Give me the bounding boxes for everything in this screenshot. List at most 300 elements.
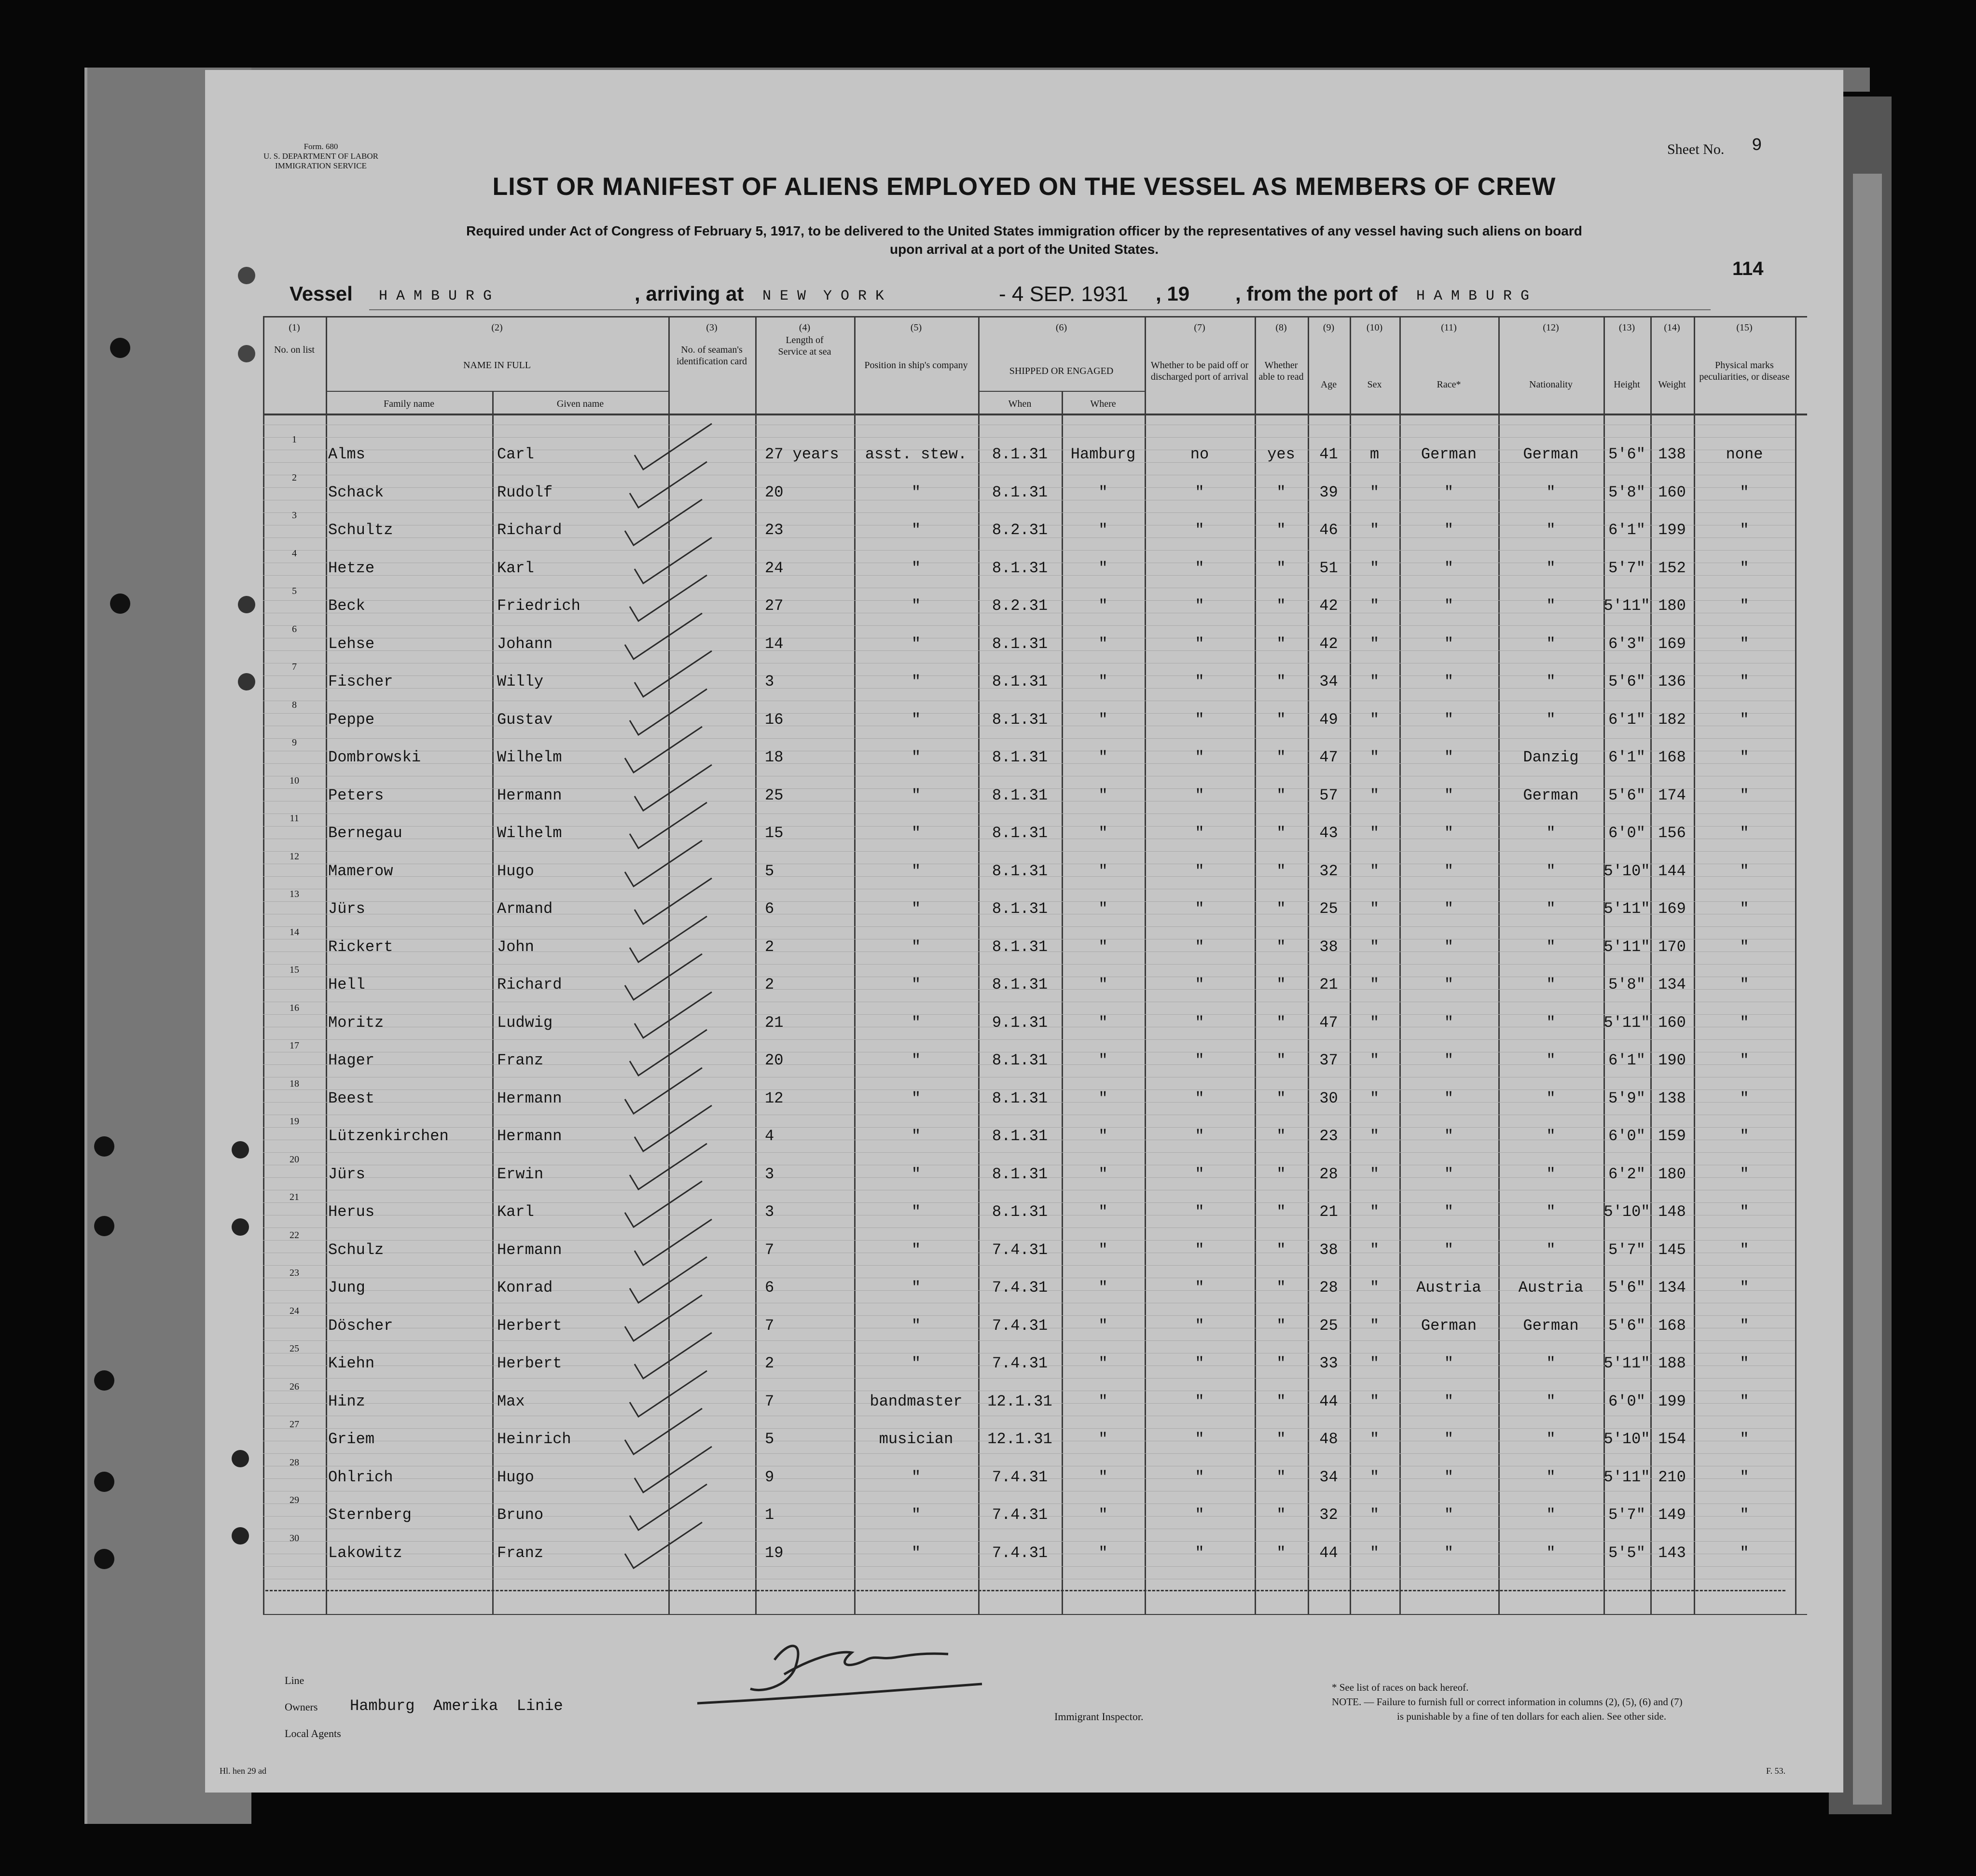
cell-family-name: Griem — [328, 1430, 375, 1448]
table-row — [205, 928, 1843, 966]
cell-nationality: " — [1546, 521, 1556, 539]
table-row — [205, 511, 1843, 549]
cell-shipped-when: 12.1.31 — [987, 1430, 1052, 1448]
cell-race: " — [1444, 521, 1454, 539]
cell-family-name: Hager — [328, 1051, 375, 1069]
cell-weight: 136 — [1658, 673, 1686, 690]
cell-nationality: " — [1546, 483, 1556, 501]
cell-able-to-read: " — [1276, 1203, 1286, 1221]
penalty-note: NOTE. — Failure to furnish full or correct information in columns (2), (5), (6) and (7) — [1332, 1696, 1683, 1708]
cell-nationality: " — [1546, 1506, 1556, 1524]
cell-given-name: Hugo — [497, 1468, 534, 1486]
manifest-title: LIST OR MANIFEST OF ALIENS EMPLOYED ON THE VESSEL AS MEMBERS OF CREW — [492, 173, 1556, 201]
cell-service-length: 18 — [765, 748, 784, 766]
cell-shipped-when: 8.1.31 — [992, 786, 1048, 804]
table-row — [205, 587, 1843, 625]
cell-position: " — [911, 673, 921, 690]
cell-height: 5'11" — [1603, 597, 1650, 615]
cell-given-name: Rudolf — [497, 483, 553, 501]
cell-weight: 190 — [1658, 1051, 1686, 1069]
cell-nationality: Austria — [1518, 1279, 1584, 1297]
cell-shipped-where: " — [1098, 1241, 1108, 1259]
cell-shipped-when: 8.1.31 — [992, 862, 1048, 880]
cell-list-number: 6 — [292, 623, 297, 635]
col-2b-header: Given name — [556, 399, 604, 409]
cell-shipped-when: 9.1.31 — [992, 1013, 1048, 1032]
cell-position: " — [911, 1506, 921, 1524]
cell-race: " — [1444, 1354, 1454, 1372]
col-3-header: No. of seaman's identification card — [676, 345, 747, 367]
col-3-number: (3) — [706, 322, 718, 333]
cell-paid-off: " — [1195, 559, 1204, 577]
cell-family-name: Dombrowski — [328, 748, 421, 766]
cell-position: " — [911, 1127, 921, 1145]
cell-age: 32 — [1319, 862, 1338, 880]
col-13-header: Height — [1614, 379, 1640, 390]
cell-age: 32 — [1319, 1506, 1338, 1524]
cell-service-length: 14 — [765, 635, 784, 653]
cell-age: 21 — [1319, 976, 1338, 993]
col-1-header: No. on list — [274, 345, 315, 355]
cell-sex: " — [1369, 1241, 1380, 1259]
cell-height: 6'0" — [1608, 1392, 1645, 1410]
cell-height: 6'1" — [1608, 710, 1645, 729]
cell-position: " — [911, 1468, 921, 1486]
cell-paid-off: " — [1195, 710, 1204, 729]
col-13-number: (13) — [1618, 322, 1635, 333]
arrival-date-stamp: - 4 SEP. 1931 — [999, 282, 1129, 306]
cell-nationality: " — [1546, 1392, 1556, 1410]
cell-height: 5'8" — [1608, 976, 1645, 993]
cell-list-number: 30 — [290, 1532, 299, 1544]
cell-height: 5'7" — [1608, 559, 1645, 577]
cell-sex: " — [1369, 1203, 1380, 1221]
col-11-number: (11) — [1441, 322, 1457, 333]
col-4-header: Length of Service at sea — [778, 335, 831, 357]
cell-paid-off: " — [1195, 1241, 1204, 1259]
cell-height: 5'6" — [1608, 1279, 1645, 1297]
cell-paid-off: " — [1195, 635, 1204, 653]
cell-shipped-when: 8.1.31 — [992, 900, 1048, 918]
cell-shipped-when: 8.1.31 — [992, 1051, 1048, 1069]
cell-list-number: 29 — [290, 1495, 299, 1505]
cell-shipped-where: " — [1098, 1203, 1108, 1221]
col-5-number: (5) — [910, 322, 922, 333]
cell-family-name: Herus — [328, 1203, 375, 1221]
cell-nationality: " — [1546, 1127, 1556, 1145]
cell-race: " — [1444, 559, 1454, 577]
table-row — [205, 966, 1843, 1004]
cell-race: " — [1444, 1089, 1454, 1107]
cell-physical-marks: " — [1740, 824, 1749, 842]
cell-shipped-where: " — [1098, 1051, 1108, 1069]
cell-service-length: 15 — [765, 824, 784, 842]
cell-weight: 152 — [1658, 559, 1686, 577]
cell-service-length: 3 — [765, 1165, 774, 1183]
cell-paid-off: " — [1195, 1354, 1204, 1372]
cell-paid-off: " — [1195, 673, 1204, 690]
cell-sex: " — [1369, 673, 1380, 690]
owners-value: Hamburg Amerika Linie — [350, 1697, 563, 1715]
cell-given-name: Armand — [497, 900, 553, 918]
cell-family-name: Lehse — [328, 635, 375, 653]
col-5-header: Position in ship's company — [864, 360, 968, 371]
cell-height: 6'1" — [1608, 748, 1645, 766]
cell-position: " — [911, 824, 921, 842]
cell-given-name: Franz — [497, 1544, 544, 1562]
cell-shipped-when: 7.4.31 — [992, 1316, 1048, 1335]
line-label: Line — [285, 1674, 304, 1686]
col-10-number: (10) — [1366, 322, 1383, 333]
cell-service-length: 12 — [765, 1089, 784, 1107]
cell-able-to-read: " — [1276, 900, 1286, 918]
cell-shipped-where: " — [1098, 1316, 1108, 1335]
cell-physical-marks: " — [1740, 1241, 1749, 1259]
cell-list-number: 14 — [290, 926, 299, 938]
cell-sex: " — [1369, 1544, 1380, 1562]
col-6-header: SHIPPED OR ENGAGED — [1009, 366, 1114, 376]
cell-age: 28 — [1319, 1279, 1338, 1297]
cell-able-to-read: " — [1276, 748, 1286, 766]
cell-given-name: Carl — [497, 445, 534, 463]
cell-list-number: 7 — [292, 662, 297, 672]
cell-able-to-read: " — [1276, 976, 1286, 993]
cell-family-name: Hetze — [328, 559, 375, 577]
table-row — [205, 550, 1843, 587]
cell-family-name: Bernegau — [328, 824, 402, 842]
owners-label: Owners — [285, 1701, 318, 1713]
local-agents-label: Local Agents — [285, 1727, 341, 1739]
races-note: * See list of races on back hereof. — [1332, 1682, 1469, 1693]
cell-paid-off: " — [1195, 1506, 1204, 1524]
cell-nationality: " — [1546, 1203, 1556, 1221]
cell-paid-off: " — [1195, 1089, 1204, 1107]
punch-hole — [110, 338, 130, 358]
year-label: , 19 — [1156, 282, 1190, 305]
cell-sex: " — [1369, 748, 1380, 766]
cell-physical-marks: " — [1740, 1468, 1749, 1486]
cell-able-to-read: " — [1276, 1127, 1286, 1145]
cell-age: 44 — [1319, 1544, 1338, 1562]
cell-shipped-where: " — [1098, 748, 1108, 766]
punch-hole — [94, 1370, 114, 1391]
table-row — [205, 1269, 1843, 1307]
cell-physical-marks: " — [1740, 1316, 1749, 1335]
cell-given-name: Wilhelm — [497, 824, 562, 842]
cell-shipped-where: " — [1098, 673, 1108, 690]
cell-given-name: Friedrich — [497, 597, 580, 615]
cell-shipped-when: 8.1.31 — [992, 824, 1048, 842]
cell-weight: 169 — [1658, 900, 1686, 918]
cell-height: 5'6" — [1608, 786, 1645, 804]
cell-paid-off: " — [1195, 900, 1204, 918]
cell-height: 5'11" — [1603, 1013, 1650, 1032]
cell-nationality: German — [1523, 445, 1579, 463]
cell-service-length: 16 — [765, 710, 784, 729]
cell-shipped-when: 7.4.31 — [992, 1279, 1048, 1297]
cell-age: 25 — [1319, 1316, 1338, 1335]
cell-age: 47 — [1319, 748, 1338, 766]
page-hole — [238, 267, 255, 284]
cell-age: 38 — [1319, 938, 1338, 956]
cell-shipped-when: 8.1.31 — [992, 483, 1048, 501]
cell-shipped-when: 8.2.31 — [992, 597, 1048, 615]
cell-service-length: 3 — [765, 673, 774, 690]
col-14-header: Weight — [1658, 379, 1686, 390]
cell-shipped-where: " — [1098, 938, 1108, 956]
punch-hole — [94, 1216, 114, 1236]
vessel-name: H A M B U R G — [379, 288, 492, 304]
cell-sex: " — [1369, 900, 1380, 918]
cell-age: 51 — [1319, 559, 1338, 577]
cell-race: " — [1444, 1506, 1454, 1524]
cell-list-number: 1 — [292, 434, 297, 445]
table-row — [205, 1080, 1843, 1117]
cell-race: " — [1444, 976, 1454, 993]
cell-position: " — [911, 635, 921, 653]
cell-given-name: Herbert — [497, 1354, 562, 1372]
cell-physical-marks: " — [1740, 521, 1749, 539]
table-row — [205, 1345, 1843, 1382]
table-row — [205, 625, 1843, 663]
end-of-list-line — [265, 1590, 1785, 1591]
table-row — [205, 814, 1843, 852]
cell-age: 37 — [1319, 1051, 1338, 1069]
cell-shipped-where: " — [1098, 635, 1108, 653]
cell-given-name: Heinrich — [497, 1430, 571, 1448]
cell-shipped-when: 7.4.31 — [992, 1544, 1048, 1562]
cell-given-name: Richard — [497, 521, 562, 539]
cell-shipped-where: " — [1098, 710, 1108, 729]
cell-position: " — [911, 559, 921, 577]
col-9-number: (9) — [1323, 322, 1335, 333]
cell-height: 5'11" — [1603, 900, 1650, 918]
cell-sex: " — [1369, 1127, 1380, 1145]
cell-nationality: " — [1546, 900, 1556, 918]
cell-nationality: " — [1546, 673, 1556, 690]
cell-nationality: " — [1546, 1430, 1556, 1448]
cell-age: 30 — [1319, 1089, 1338, 1107]
cell-able-to-read: " — [1276, 1430, 1286, 1448]
cell-physical-marks: " — [1740, 1165, 1749, 1183]
cell-age: 41 — [1319, 445, 1338, 463]
cell-family-name: Beck — [328, 597, 365, 615]
cell-race: " — [1444, 1203, 1454, 1221]
table-row — [205, 1042, 1843, 1079]
cell-able-to-read: " — [1276, 1506, 1286, 1524]
cell-nationality: " — [1546, 1241, 1556, 1259]
cell-shipped-when: 8.1.31 — [992, 938, 1048, 956]
arriving-label: , arriving at — [635, 282, 744, 305]
col-4-number: (4) — [799, 322, 811, 333]
cell-given-name: Herbert — [497, 1316, 562, 1335]
cell-physical-marks: " — [1740, 1127, 1749, 1145]
cell-given-name: Karl — [497, 559, 534, 577]
table-row — [205, 777, 1843, 814]
cell-weight: 199 — [1658, 1392, 1686, 1410]
cell-family-name: Schultz — [328, 521, 393, 539]
punch-hole — [110, 593, 130, 614]
table-row — [205, 474, 1843, 511]
cell-shipped-where: " — [1098, 1279, 1108, 1297]
cell-able-to-read: " — [1276, 862, 1286, 880]
cell-position: asst. stew. — [865, 445, 967, 463]
cell-list-number: 10 — [290, 775, 299, 786]
cell-nationality: " — [1546, 824, 1556, 842]
cell-list-number: 26 — [290, 1381, 299, 1392]
col-11-header: Race* — [1437, 379, 1461, 390]
cell-able-to-read: " — [1276, 1051, 1286, 1069]
cell-physical-marks: " — [1740, 786, 1749, 804]
cell-family-name: Hinz — [328, 1392, 365, 1410]
cell-service-length: 5 — [765, 1430, 774, 1448]
col-2-header: NAME IN FULL — [463, 360, 531, 371]
cell-family-name: Rickert — [328, 938, 393, 956]
cell-list-number: 24 — [290, 1305, 299, 1316]
col-9-header: Age — [1320, 379, 1337, 390]
cell-able-to-read: " — [1276, 938, 1286, 956]
table-row — [205, 1193, 1843, 1231]
cell-paid-off: " — [1195, 1279, 1204, 1297]
cell-shipped-when: 8.1.31 — [992, 1203, 1048, 1221]
cell-given-name: Hermann — [497, 1241, 562, 1259]
cell-list-number: 23 — [290, 1268, 299, 1278]
col-1-number: (1) — [289, 322, 300, 333]
service-name: IMMIGRATION SERVICE — [275, 161, 367, 170]
cell-family-name: Jürs — [328, 1165, 365, 1183]
cell-able-to-read: " — [1276, 1392, 1286, 1410]
cell-position: " — [911, 597, 921, 615]
cell-able-to-read: " — [1276, 824, 1286, 842]
cell-sex: " — [1369, 1506, 1380, 1524]
cell-sex: " — [1369, 862, 1380, 880]
cell-shipped-where: " — [1098, 976, 1108, 993]
cell-shipped-where: " — [1098, 597, 1108, 615]
cell-nationality: " — [1546, 976, 1556, 993]
cell-race: Austria — [1416, 1279, 1481, 1297]
cell-height: 6'1" — [1608, 521, 1645, 539]
cell-list-number: 19 — [290, 1116, 299, 1127]
cell-position: " — [911, 1544, 921, 1562]
cell-family-name: Kiehn — [328, 1354, 375, 1372]
cell-weight: 174 — [1658, 786, 1686, 804]
cell-service-length: 20 — [765, 1051, 784, 1069]
cell-sex: " — [1369, 1392, 1380, 1410]
cell-family-name: Peters — [328, 786, 384, 804]
department-name: U. S. DEPARTMENT OF LABOR — [263, 152, 378, 161]
cell-shipped-when: 7.4.31 — [992, 1506, 1048, 1524]
col-12-header: Nationality — [1529, 379, 1573, 390]
cell-race: " — [1444, 710, 1454, 729]
inspector-signature — [692, 1631, 992, 1713]
cell-list-number: 27 — [290, 1419, 299, 1430]
cell-height: 5'9" — [1608, 1089, 1645, 1107]
cell-paid-off: " — [1195, 748, 1204, 766]
cell-service-length: 6 — [765, 900, 774, 918]
cell-given-name: Erwin — [497, 1165, 544, 1183]
cell-able-to-read: " — [1276, 1316, 1286, 1335]
cell-paid-off: " — [1195, 1203, 1204, 1221]
cell-family-name: Döscher — [328, 1316, 393, 1335]
cell-service-length: 7 — [765, 1316, 774, 1335]
cell-race: " — [1444, 1127, 1454, 1145]
cell-position: " — [911, 1354, 921, 1372]
arrival-port: N E W Y O R K — [762, 288, 884, 304]
col-6a-header: When — [1008, 399, 1032, 409]
cell-shipped-where: " — [1098, 1354, 1108, 1372]
from-port-label: , from the port of — [1235, 282, 1397, 305]
cell-family-name: Peppe — [328, 710, 375, 729]
cell-sex: " — [1369, 1316, 1380, 1335]
cell-service-length: 7 — [765, 1241, 774, 1259]
cell-paid-off: " — [1195, 1430, 1204, 1448]
cell-family-name: Fischer — [328, 673, 393, 690]
cell-physical-marks: " — [1740, 1430, 1749, 1448]
cell-service-length: 3 — [765, 1203, 774, 1221]
cell-position: " — [911, 938, 921, 956]
cell-weight: 210 — [1658, 1468, 1686, 1486]
cell-family-name: Alms — [328, 445, 365, 463]
cell-sex: " — [1369, 521, 1380, 539]
cell-sex: " — [1369, 1430, 1380, 1448]
cell-weight: 182 — [1658, 710, 1686, 729]
inspector-label: Immigrant Inspector. — [1054, 1710, 1144, 1723]
cell-sex: " — [1369, 1354, 1380, 1372]
cell-physical-marks: none — [1726, 445, 1763, 463]
cell-family-name: Mamerow — [328, 862, 393, 880]
cell-height: 5'11" — [1603, 938, 1650, 956]
cell-family-name: Beest — [328, 1089, 375, 1107]
cell-weight: 149 — [1658, 1506, 1686, 1524]
cell-sex: " — [1369, 1013, 1380, 1032]
cell-weight: 134 — [1658, 976, 1686, 993]
manifest-subtitle-1: Required under Act of Congress of February 5, 1917, to be delivered to the United States immigration officer by the representatives of any vessel having such aliens on board — [466, 223, 1582, 238]
cell-sex: " — [1369, 1051, 1380, 1069]
cell-weight: 148 — [1658, 1203, 1686, 1221]
cell-shipped-when: 8.2.31 — [992, 521, 1048, 539]
cell-able-to-read: " — [1276, 1089, 1286, 1107]
cell-position: " — [911, 1051, 921, 1069]
cell-weight: 160 — [1658, 1013, 1686, 1032]
cell-weight: 143 — [1658, 1544, 1686, 1562]
cell-weight: 134 — [1658, 1279, 1686, 1297]
cell-service-length: 9 — [765, 1468, 774, 1486]
cell-nationality: " — [1546, 597, 1556, 615]
cell-list-number: 11 — [290, 813, 299, 824]
form-number: Form. 680 — [304, 142, 338, 151]
cell-family-name: Schack — [328, 483, 384, 501]
cell-height: 5'7" — [1608, 1241, 1645, 1259]
col-6-number: (6) — [1055, 322, 1067, 333]
cell-family-name: Jürs — [328, 900, 365, 918]
cell-service-length: 24 — [765, 559, 784, 577]
cell-height: 5'6" — [1608, 445, 1645, 463]
table-top-border — [263, 316, 1807, 317]
cell-race: " — [1444, 597, 1454, 615]
cell-nationality: " — [1546, 635, 1556, 653]
cell-able-to-read: " — [1276, 1013, 1286, 1032]
table-row — [205, 853, 1843, 890]
cell-weight: 156 — [1658, 824, 1686, 842]
cell-nationality: German — [1523, 1316, 1579, 1335]
cell-service-length: 6 — [765, 1279, 774, 1297]
cell-list-number: 9 — [292, 737, 297, 748]
sheet-number: 9 — [1752, 136, 1762, 155]
punch-hole — [94, 1549, 114, 1569]
cell-able-to-read: " — [1276, 1354, 1286, 1372]
col-10-header: Sex — [1367, 379, 1382, 390]
cell-race: " — [1444, 748, 1454, 766]
